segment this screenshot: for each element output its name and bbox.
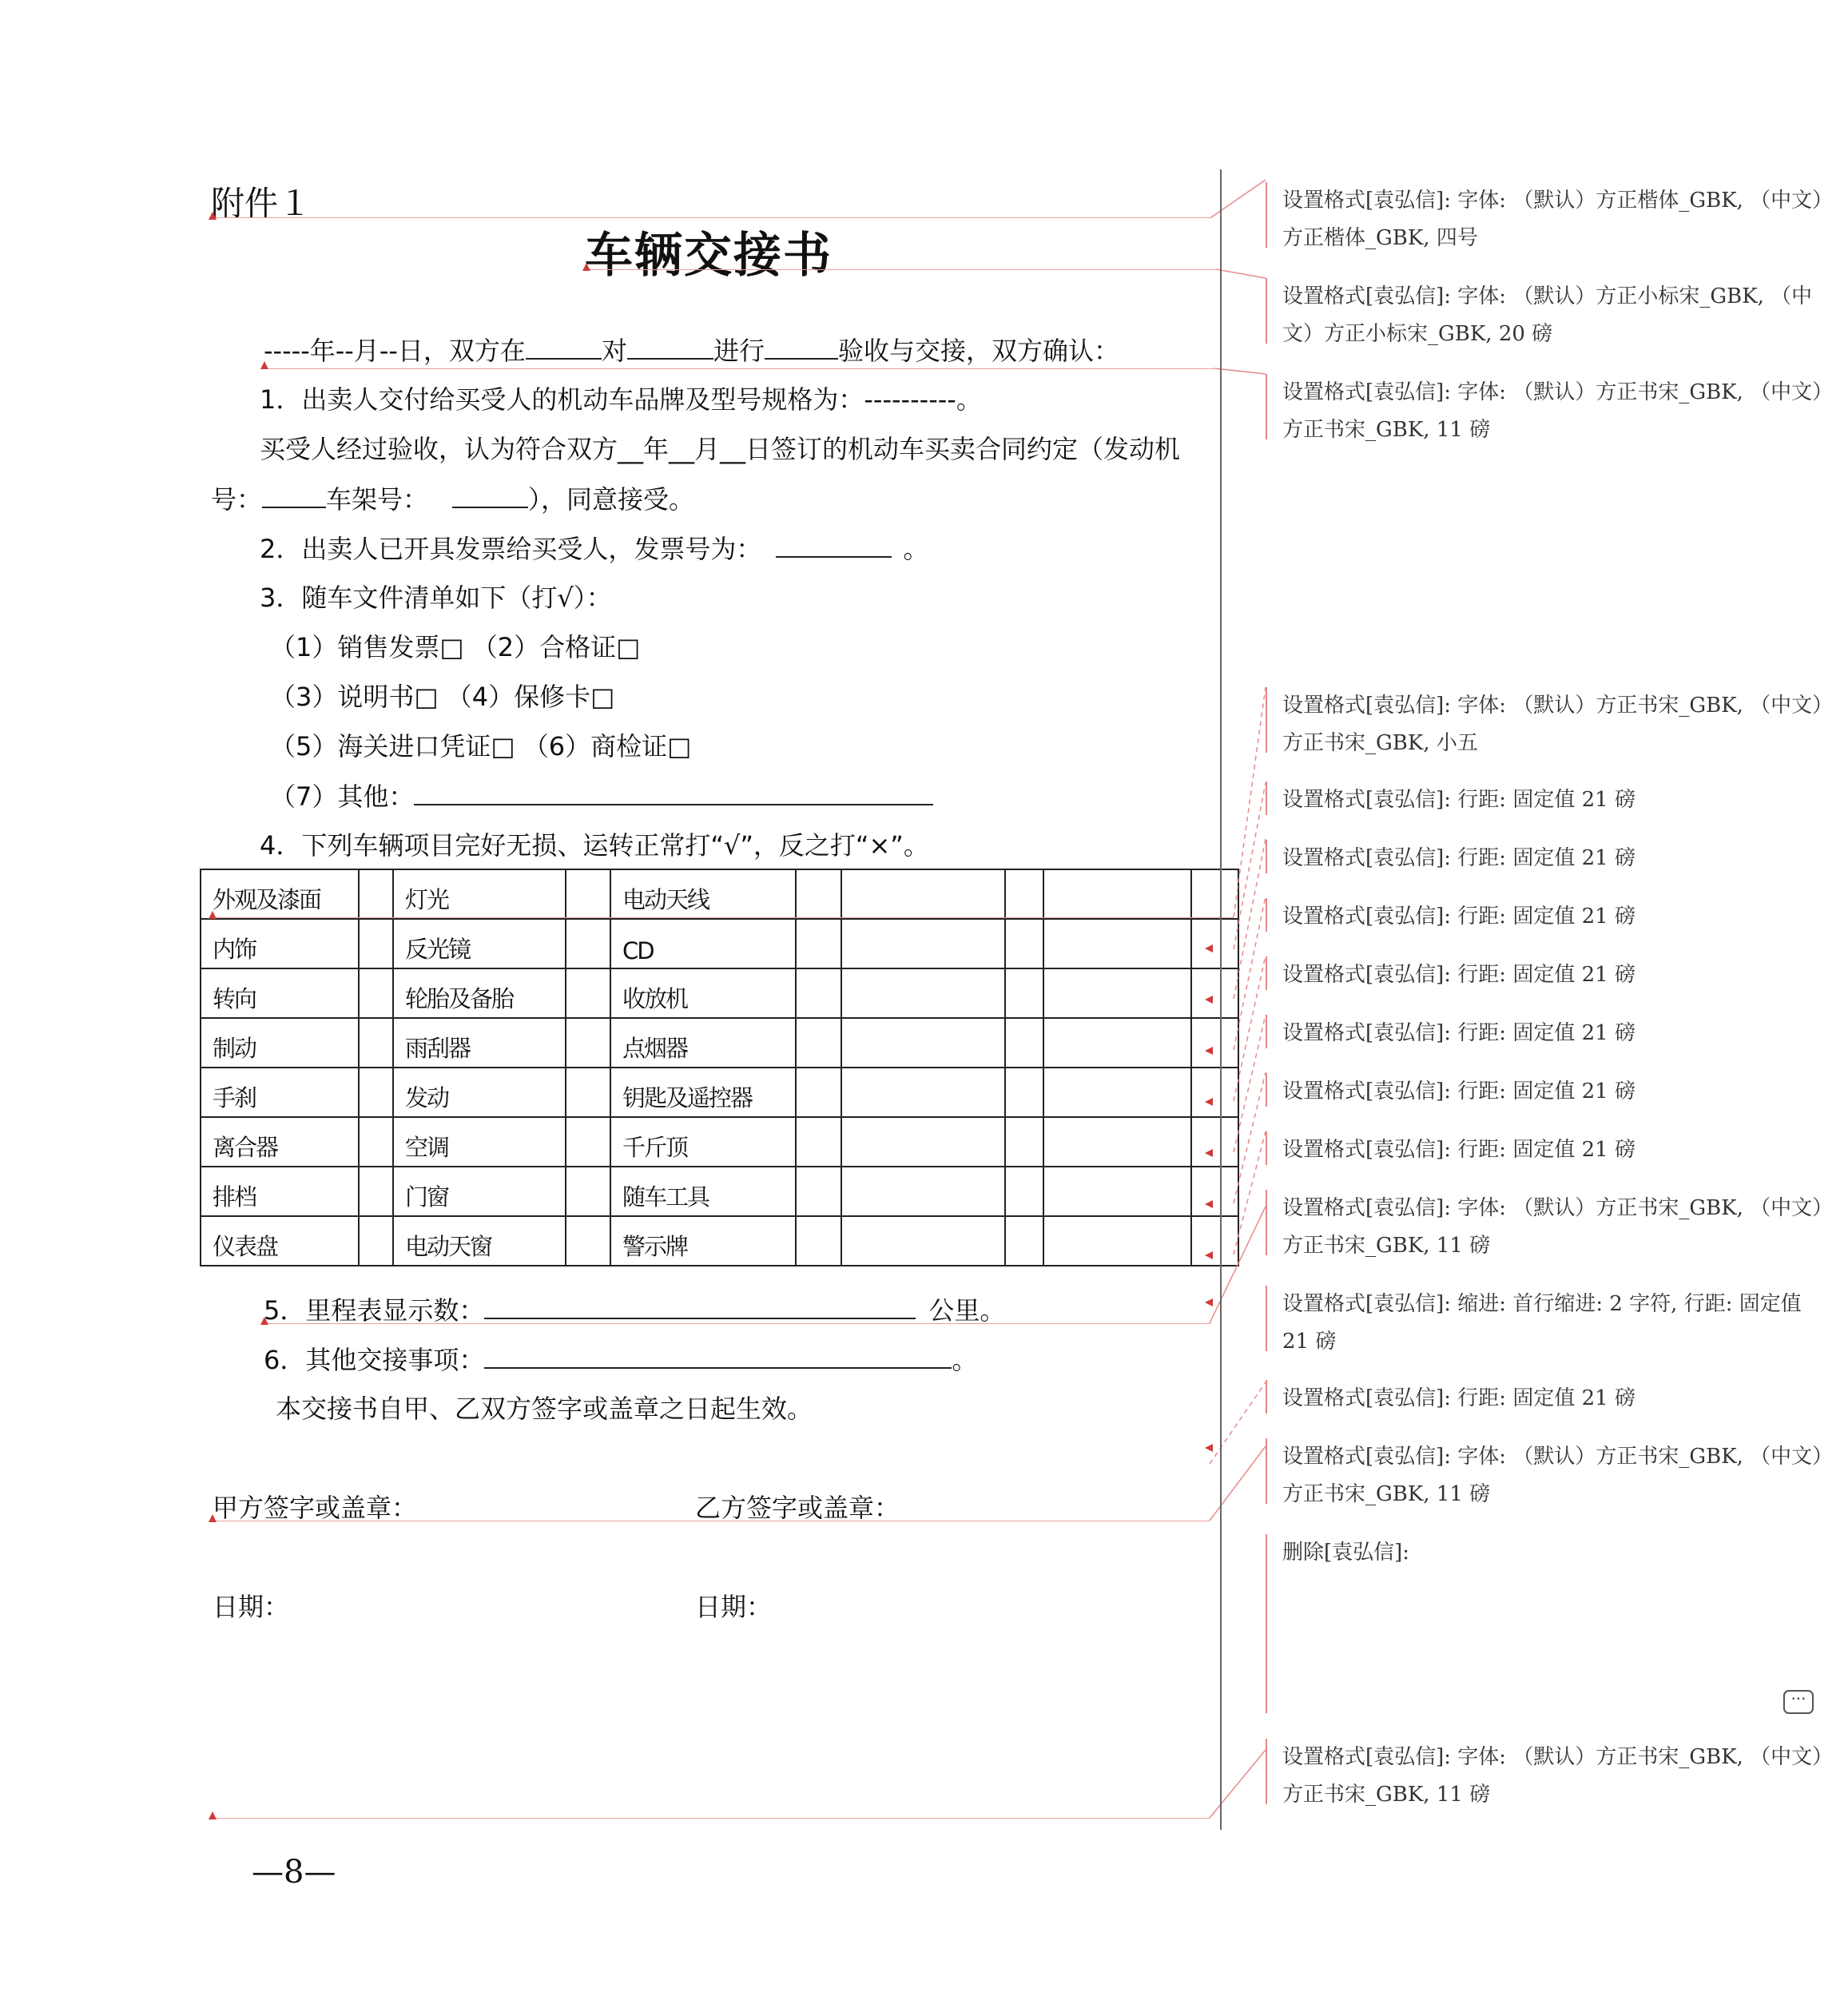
revision-caret bbox=[260, 361, 268, 369]
comment-8[interactable]: 设置格式[袁弘信]: 行距: 固定值 21 磅 bbox=[1282, 963, 1635, 987]
comment-bar bbox=[1266, 840, 1267, 873]
check-item-text: 点烟器 bbox=[622, 1035, 688, 1062]
check-mark-cell[interactable] bbox=[359, 1068, 393, 1117]
check-blank-cell[interactable] bbox=[1043, 1018, 1191, 1068]
effective-clause: 本交接书自甲、乙双方签字或盖章之日起生效。 bbox=[276, 1394, 813, 1424]
comment-bar bbox=[1266, 898, 1267, 932]
revision-caret bbox=[209, 911, 217, 919]
other-blank[interactable] bbox=[414, 780, 933, 805]
check-row bbox=[201, 1216, 1238, 1266]
check-row bbox=[201, 869, 1238, 919]
odometer-unit: 公里。 bbox=[928, 1295, 1006, 1326]
comment-bar bbox=[1266, 1073, 1267, 1107]
check-mark-cell[interactable] bbox=[359, 968, 393, 1018]
comment-5[interactable]: 设置格式[袁弘信]: 行距: 固定值 21 磅 bbox=[1282, 788, 1635, 812]
party-b-date: 日期： bbox=[695, 1592, 773, 1622]
check-item-text: 外观及漆面 bbox=[213, 886, 321, 913]
comment-14[interactable]: 设置格式[袁弘信]: 行距: 固定值 21 磅 bbox=[1282, 1386, 1635, 1410]
intro-line bbox=[264, 334, 1119, 367]
check-item-text: 仪表盘 bbox=[213, 1233, 278, 1260]
revision-line bbox=[211, 217, 1211, 218]
check-blank-cell[interactable] bbox=[841, 1018, 1005, 1068]
item-2 bbox=[260, 532, 928, 565]
comment-bar bbox=[1266, 1534, 1267, 1713]
check-item-text: CD bbox=[622, 937, 654, 964]
intro-blank-1[interactable] bbox=[526, 334, 602, 360]
check-item-text: 离合器 bbox=[213, 1134, 278, 1161]
other-matters-blank[interactable] bbox=[484, 1343, 952, 1369]
check-mark-cell[interactable] bbox=[1005, 968, 1043, 1018]
check-mark-cell[interactable] bbox=[796, 1167, 841, 1216]
comment-bar bbox=[1266, 687, 1267, 753]
check-item-text: 发动 bbox=[405, 1084, 449, 1111]
check-mark-cell[interactable] bbox=[796, 869, 841, 919]
invoice-end: 。 bbox=[903, 534, 929, 564]
comment-bar bbox=[1266, 1131, 1267, 1165]
comment-1[interactable]: 设置格式[袁弘信]: 字体: （默认）方正楷体_GBK, （中文）方正楷体_GBK, 四号 bbox=[1282, 189, 1834, 250]
other-label: （7）其他： bbox=[270, 781, 415, 812]
revision-line bbox=[264, 1323, 1210, 1324]
revision-caret bbox=[209, 212, 217, 220]
check-blank-cell[interactable] bbox=[841, 968, 1005, 1018]
party-a-date: 日期： bbox=[213, 1592, 290, 1622]
comment-bar bbox=[1266, 1438, 1267, 1504]
check-item-text: 制动 bbox=[213, 1035, 256, 1062]
revision-line bbox=[211, 917, 1234, 918]
comment-7[interactable]: 设置格式[袁弘信]: 行距: 固定值 21 磅 bbox=[1282, 905, 1635, 928]
check-item-label bbox=[393, 1167, 566, 1216]
check-row bbox=[201, 1117, 1238, 1167]
comment-bar bbox=[1266, 1380, 1267, 1414]
check-item-label bbox=[393, 869, 566, 919]
check-item-label bbox=[393, 1068, 566, 1117]
check-item-label bbox=[393, 919, 566, 968]
comment-bar bbox=[1266, 374, 1267, 439]
check-item-label bbox=[201, 1018, 359, 1068]
check-blank-cell[interactable] bbox=[841, 1167, 1005, 1216]
comment-bar bbox=[1266, 956, 1267, 990]
check-mark-cell[interactable] bbox=[566, 1018, 610, 1068]
check-item-label bbox=[610, 968, 796, 1018]
check-mark-cell[interactable] bbox=[1005, 869, 1043, 919]
revision-caret bbox=[209, 1514, 217, 1522]
check-item-label bbox=[610, 919, 796, 968]
comment-12[interactable]: 设置格式[袁弘信]: 字体: （默认）方正书宋_GBK, （中文）方正书宋_GBK, 11 磅 bbox=[1282, 1196, 1834, 1258]
check-item-label bbox=[393, 1216, 566, 1266]
more-options-icon[interactable]: ··· bbox=[1783, 1690, 1814, 1714]
frame-no-label: 车架号： bbox=[326, 484, 429, 515]
check-item-text: 排档 bbox=[213, 1183, 256, 1211]
document-title: 车辆交接书 bbox=[585, 228, 833, 284]
check-item-text: 灯光 bbox=[405, 886, 449, 913]
check-item-text: 雨刮器 bbox=[405, 1035, 471, 1062]
comment-2[interactable]: 设置格式[袁弘信]: 字体: （默认）方正小标宋_GBK, （中文）方正小标宋_GBK, 20 磅 bbox=[1282, 284, 1813, 346]
check-row bbox=[201, 919, 1238, 968]
check-mark-cell[interactable] bbox=[1005, 1068, 1043, 1117]
check-mark-cell[interactable] bbox=[566, 1216, 610, 1266]
check-mark-cell[interactable] bbox=[566, 919, 610, 968]
check-item-label bbox=[610, 869, 796, 919]
item-5 bbox=[264, 1294, 1005, 1326]
comment-bar bbox=[1266, 781, 1267, 815]
check-item-text: 轮胎及备胎 bbox=[405, 985, 514, 1012]
comment-bar bbox=[1266, 1739, 1267, 1804]
comment-bar bbox=[1266, 278, 1267, 344]
intro-word-2: 进行 bbox=[713, 336, 765, 366]
item-1-continued: 买受人经过验收，认为符合双方__年__月__日签订的机动车买卖合同约定（发动机 bbox=[260, 434, 1181, 464]
check-item-label bbox=[393, 968, 566, 1018]
check-mark-cell[interactable] bbox=[359, 1216, 393, 1266]
check-mark-cell[interactable] bbox=[566, 869, 610, 919]
check-item-label bbox=[610, 1068, 796, 1117]
check-row bbox=[201, 968, 1238, 1018]
check-blank-cell[interactable] bbox=[1043, 1117, 1191, 1167]
revision-caret bbox=[582, 263, 590, 271]
intro-word-3: 验收与交接，双方确认： bbox=[837, 336, 1119, 366]
party-a-signature: 甲方签字或盖章： bbox=[213, 1493, 418, 1523]
check-mark-cell[interactable] bbox=[566, 1117, 610, 1167]
comment-11[interactable]: 设置格式[袁弘信]: 行距: 固定值 21 磅 bbox=[1282, 1138, 1635, 1162]
check-item-text: 警示牌 bbox=[622, 1233, 688, 1260]
check-blank-cell[interactable] bbox=[841, 1068, 1005, 1117]
item-4: 4．下列车辆项目完好无损、运转正常打“√”，反之打“×”。 bbox=[260, 830, 929, 861]
revision-caret bbox=[209, 1811, 217, 1819]
check-mark-cell[interactable] bbox=[796, 1216, 841, 1266]
item-1: 1．出卖人交付给买受人的机动车品牌及型号规格为：----------。 bbox=[260, 384, 982, 415]
check-item-label bbox=[201, 1167, 359, 1216]
revision-line bbox=[264, 368, 1214, 369]
comment-connectors bbox=[1198, 160, 1286, 1838]
check-mark-cell[interactable] bbox=[1005, 919, 1043, 968]
engine-no-label: 号： bbox=[211, 484, 263, 515]
odometer-blank[interactable] bbox=[484, 1294, 916, 1319]
check-row bbox=[201, 1018, 1238, 1068]
check-blank-cell[interactable] bbox=[841, 1216, 1005, 1266]
check-blank-cell[interactable] bbox=[841, 919, 1005, 968]
engine-no-blank[interactable] bbox=[262, 483, 326, 508]
comment-10[interactable]: 设置格式[袁弘信]: 行距: 固定值 21 磅 bbox=[1282, 1080, 1635, 1103]
invoice-label: 2．出卖人已开具发票给买受人，发票号为： bbox=[260, 534, 762, 564]
comment-bar bbox=[1266, 1015, 1267, 1048]
check-item-text: 千斤顶 bbox=[622, 1134, 688, 1161]
check-mark-cell[interactable] bbox=[359, 1167, 393, 1216]
check-row bbox=[201, 1068, 1238, 1117]
intro-word-1: 对 bbox=[601, 336, 627, 366]
comment-17[interactable]: 设置格式[袁弘信]: 字体: （默认）方正书宋_GBK, （中文）方正书宋_GBK, 11 磅 bbox=[1282, 1745, 1834, 1807]
vehicle-check-table bbox=[200, 869, 1239, 1266]
check-mark-cell[interactable] bbox=[796, 1018, 841, 1068]
check-item-text: 电动天窗 bbox=[405, 1233, 492, 1260]
margin-divider bbox=[1220, 169, 1222, 1830]
doc-list-row-2: （3）说明书□ （4）保修卡□ bbox=[270, 682, 615, 712]
check-mark-cell[interactable] bbox=[1005, 1117, 1043, 1167]
item-1-engine-frame bbox=[211, 483, 694, 515]
check-item-label bbox=[393, 1018, 566, 1068]
comment-13[interactable]: 设置格式[袁弘信]: 缩进: 首行缩进: 2 字符, 行距: 固定值 21 磅 bbox=[1282, 1292, 1802, 1354]
check-item-label bbox=[201, 1216, 359, 1266]
check-item-label bbox=[201, 869, 359, 919]
comment-16-deletion[interactable]: 删除[袁弘信]: bbox=[1282, 1541, 1410, 1565]
check-mark-cell[interactable] bbox=[796, 919, 841, 968]
check-row bbox=[201, 1167, 1238, 1216]
check-item-text: 手刹 bbox=[213, 1084, 256, 1111]
odometer-label: 5．里程表显示数： bbox=[264, 1295, 485, 1326]
frame-no-blank[interactable] bbox=[452, 483, 528, 508]
revision-caret bbox=[260, 1317, 268, 1325]
check-item-label bbox=[201, 968, 359, 1018]
check-item-label bbox=[201, 919, 359, 968]
check-blank-cell[interactable] bbox=[1043, 1167, 1191, 1216]
check-mark-cell[interactable] bbox=[1005, 1018, 1043, 1068]
check-mark-cell[interactable] bbox=[359, 919, 393, 968]
check-blank-cell[interactable] bbox=[1043, 968, 1191, 1018]
check-mark-cell[interactable] bbox=[359, 869, 393, 919]
check-blank-cell[interactable] bbox=[1043, 869, 1191, 919]
check-item-label bbox=[610, 1216, 796, 1266]
revision-line bbox=[585, 269, 1216, 270]
check-item-label bbox=[201, 1068, 359, 1117]
check-mark-cell[interactable] bbox=[796, 1068, 841, 1117]
comment-bar bbox=[1266, 182, 1267, 248]
check-item-text: 转向 bbox=[213, 985, 256, 1012]
check-blank-cell[interactable] bbox=[1043, 1068, 1191, 1117]
accept-text: ），同意接受。 bbox=[528, 484, 695, 515]
check-blank-cell[interactable] bbox=[1043, 1216, 1191, 1266]
check-mark-cell[interactable] bbox=[566, 1167, 610, 1216]
other-matters-end: 。 bbox=[952, 1345, 978, 1375]
check-blank-cell[interactable] bbox=[841, 1117, 1005, 1167]
doc-list-row-1: （1）销售发票□ （2）合格证□ bbox=[270, 632, 641, 662]
check-mark-cell[interactable] bbox=[796, 968, 841, 1018]
doc-list-other bbox=[270, 780, 933, 813]
check-item-text: 电动天线 bbox=[622, 886, 709, 913]
item-6 bbox=[264, 1343, 977, 1376]
check-item-text: 钥匙及遥控器 bbox=[622, 1084, 753, 1111]
check-mark-cell[interactable] bbox=[796, 1117, 841, 1167]
check-blank-cell[interactable] bbox=[1043, 919, 1191, 968]
check-item-text: 反光镜 bbox=[405, 936, 471, 963]
intro-blank-2[interactable] bbox=[627, 334, 713, 360]
check-mark-cell[interactable] bbox=[1005, 1216, 1043, 1266]
doc-list-row-3: （5）海关进口凭证□ （6）商检证□ bbox=[270, 731, 692, 761]
intro-date: -----年--月--日，双方在 bbox=[264, 336, 526, 366]
attachment-label: 附件１ bbox=[211, 184, 312, 223]
comment-bar bbox=[1266, 1286, 1267, 1351]
party-b-signature: 乙方签字或盖章： bbox=[695, 1493, 900, 1523]
check-item-label bbox=[201, 1117, 359, 1167]
comment-9[interactable]: 设置格式[袁弘信]: 行距: 固定值 21 磅 bbox=[1282, 1021, 1635, 1045]
item-3: 3．随车文件清单如下（打√）： bbox=[260, 583, 612, 613]
check-mark-cell[interactable] bbox=[1005, 1167, 1043, 1216]
check-mark-cell[interactable] bbox=[359, 1018, 393, 1068]
check-item-label bbox=[393, 1117, 566, 1167]
check-blank-cell[interactable] bbox=[841, 869, 1005, 919]
comment-bar bbox=[1266, 1190, 1267, 1255]
check-mark-cell[interactable] bbox=[566, 1068, 610, 1117]
intro-blank-3[interactable] bbox=[765, 334, 838, 360]
check-item-label bbox=[610, 1018, 796, 1068]
page-number: —8— bbox=[252, 1854, 336, 1891]
check-item-text: 空调 bbox=[405, 1134, 449, 1161]
check-item-label bbox=[610, 1117, 796, 1167]
invoice-blank[interactable] bbox=[776, 532, 892, 558]
check-item-text: 门窗 bbox=[405, 1183, 449, 1211]
comment-15[interactable]: 设置格式[袁弘信]: 字体: （默认）方正书宋_GBK, （中文）方正书宋_GBK, 11 磅 bbox=[1282, 1445, 1834, 1506]
other-matters-label: 6．其他交接事项： bbox=[264, 1345, 485, 1375]
check-mark-cell[interactable] bbox=[566, 968, 610, 1018]
comment-3[interactable]: 设置格式[袁弘信]: 字体: （默认）方正书宋_GBK, （中文）方正书宋_GBK, 11 磅 bbox=[1282, 380, 1834, 442]
check-item-text: 收放机 bbox=[622, 985, 688, 1012]
check-item-text: 随车工具 bbox=[622, 1183, 709, 1211]
revision-line bbox=[211, 1818, 1210, 1819]
comment-6[interactable]: 设置格式[袁弘信]: 行距: 固定值 21 磅 bbox=[1282, 846, 1635, 870]
check-mark-cell[interactable] bbox=[359, 1117, 393, 1167]
check-item-label bbox=[610, 1167, 796, 1216]
comment-4[interactable]: 设置格式[袁弘信]: 字体: （默认）方正书宋_GBK, （中文）方正书宋_GBK, 小五 bbox=[1282, 694, 1834, 755]
check-item-text: 内饰 bbox=[213, 936, 256, 963]
